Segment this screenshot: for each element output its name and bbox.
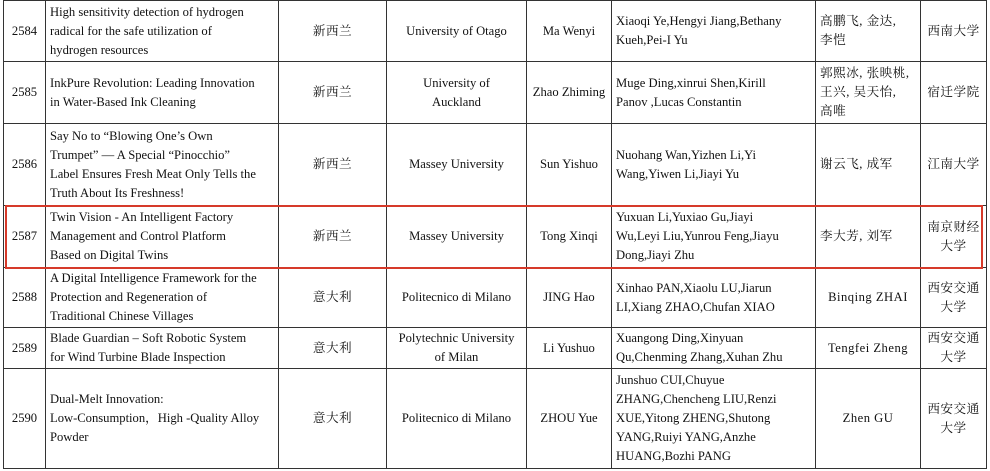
mentor-cell: Sun Yishuo — [527, 124, 612, 206]
school-cell: 宿迁学院 — [921, 62, 987, 124]
mentor-cell: Ma Wenyi — [527, 1, 612, 62]
country-cell: 新西兰 — [279, 206, 387, 268]
members-cell: Yuxuan Li,Yuxiao Gu,Jiayi Wu,Leyi Liu,Yunrou Feng,Jiayu Dong,Jiayi Zhu — [612, 206, 816, 268]
row-number: 2589 — [4, 328, 46, 369]
members-cell: Xinhao PAN,Xiaolu LU,Jiarun LI,Xiang ZHAO,Chufan XIAO — [612, 268, 816, 328]
university-cell: University of Auckland — [387, 62, 527, 124]
project-title: Twin Vision - An Intelligent Factory Management and Control Platform Based on Digital Twins — [46, 206, 279, 268]
project-title: Say No to “Blowing One’s Own Trumpet” — A Special “Pinocchio” Label Ensures Fresh Meat Only Tells the Truth About Its Freshness! — [46, 124, 279, 206]
mentor-cell: ZHOU Yue — [527, 369, 612, 469]
table-row — [4, 369, 987, 469]
coach-cell: 谢云飞, 成军 — [816, 124, 921, 206]
university-cell: University of Otago — [387, 1, 527, 62]
university-cell: Politecnico di Milano — [387, 268, 527, 328]
school-cell: 江南大学 — [921, 124, 987, 206]
school-cell: 西安交通 大学 — [921, 328, 987, 369]
coach-cell: 郭熙冰, 张映桃, 王兴, 吴天怡, 高唯 — [816, 62, 921, 124]
mentor-cell: JING Hao — [527, 268, 612, 328]
table-row — [4, 62, 987, 124]
country-cell: 新西兰 — [279, 1, 387, 62]
mentor-cell: Li Yushuo — [527, 328, 612, 369]
project-title: InkPure Revolution: Leading Innovation in Water-Based Ink Cleaning — [46, 62, 279, 124]
project-title: Dual-Melt Innovation: Low-Consumption，High -Quality Alloy Powder — [46, 369, 279, 469]
mentor-cell: Zhao Zhiming — [527, 62, 612, 124]
members-cell: Nuohang Wan,Yizhen Li,Yi Wang,Yiwen Li,Jiayi Yu — [612, 124, 816, 206]
school-cell: 南京财经 大学 — [921, 206, 987, 268]
school-cell: 西南大学 — [921, 1, 987, 62]
country-cell: 意大利 — [279, 328, 387, 369]
members-cell: Xiaoqi Ye,Hengyi Jiang,Bethany Kueh,Pei-I Yu — [612, 1, 816, 62]
table-row-highlighted — [4, 206, 987, 268]
school-cell: 西安交通 大学 — [921, 268, 987, 328]
university-cell: Massey University — [387, 206, 527, 268]
school-cell: 西安交通 大学 — [921, 369, 987, 469]
members-cell: Muge Ding,xinrui Shen,Kirill Panov ,Lucas Constantin — [612, 62, 816, 124]
members-cell: Xuangong Ding,Xinyuan Qu,Chenming Zhang,Xuhan Zhu — [612, 328, 816, 369]
coach-cell: 李大芳, 刘军 — [816, 206, 921, 268]
country-cell: 新西兰 — [279, 62, 387, 124]
country-cell: 新西兰 — [279, 124, 387, 206]
row-number: 2585 — [4, 62, 46, 124]
row-number: 2587 — [4, 206, 46, 268]
row-number: 2584 — [4, 1, 46, 62]
university-cell: Polytechnic University of Milan — [387, 328, 527, 369]
coach-cell: Binqing ZHAI — [816, 268, 921, 328]
award-list-table — [3, 0, 987, 469]
coach-cell: 高鹏飞, 金达, 李恺 — [816, 1, 921, 62]
table-row — [4, 328, 987, 369]
country-cell: 意大利 — [279, 369, 387, 469]
project-title: A Digital Intelligence Framework for the Protection and Regeneration of Traditional Chinese Villages — [46, 268, 279, 328]
row-number: 2588 — [4, 268, 46, 328]
mentor-cell: Tong Xinqi — [527, 206, 612, 268]
country-cell: 意大利 — [279, 268, 387, 328]
row-number: 2590 — [4, 369, 46, 469]
university-cell: Politecnico di Milano — [387, 369, 527, 469]
row-number: 2586 — [4, 124, 46, 206]
table-row — [4, 268, 987, 328]
members-cell: Junshuo CUI,Chuyue ZHANG,Chencheng LIU,Renzi XUE,Yitong ZHENG,Shutong YANG,Ruiyi YANG,Anzhe HUANG,Bozhi PANG — [612, 369, 816, 469]
table-row — [4, 1, 987, 62]
project-title: High sensitivity detection of hydrogen radical for the safe utilization of hydrogen resources — [46, 1, 279, 62]
project-title: Blade Guardian – Soft Robotic System for Wind Turbine Blade Inspection — [46, 328, 279, 369]
university-cell: Massey University — [387, 124, 527, 206]
coach-cell: Tengfei Zheng — [816, 328, 921, 369]
coach-cell: Zhen GU — [816, 369, 921, 469]
table-row — [4, 124, 987, 206]
